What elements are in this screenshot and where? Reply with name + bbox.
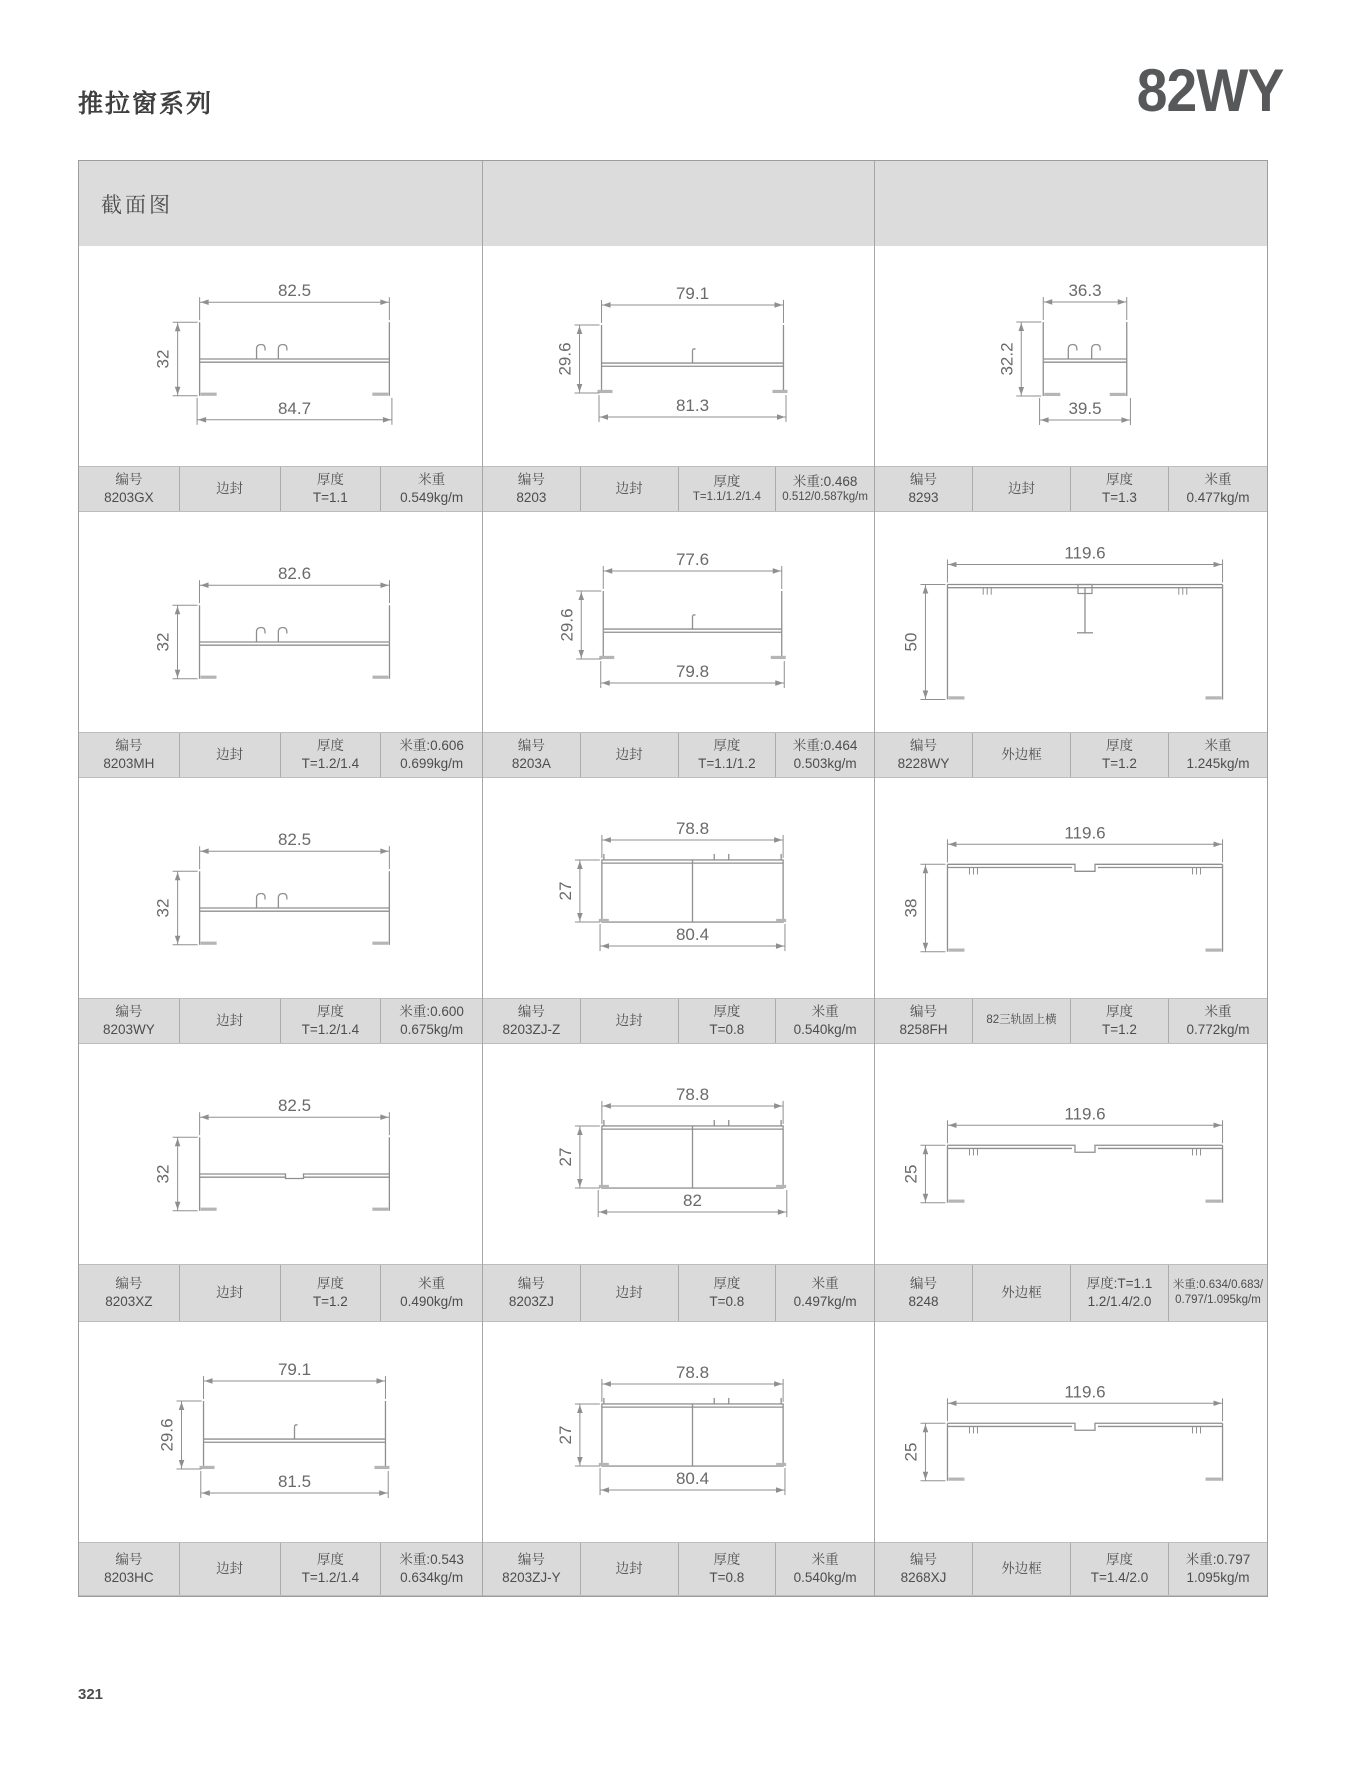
info-thickness-text: 1.2/1.4/2.0 bbox=[1087, 1294, 1152, 1309]
info-part-no-text: 8203MH bbox=[103, 756, 155, 771]
profile-info-strip bbox=[875, 1264, 1267, 1322]
dim-side-label: 50 bbox=[901, 632, 921, 652]
info-role bbox=[973, 1265, 1071, 1321]
dim-bottom-label: 79.8 bbox=[675, 662, 710, 682]
profile-cell-8203XZ bbox=[79, 1044, 483, 1322]
profile-info-strip bbox=[79, 1264, 482, 1322]
dim-bottom-label: 81.3 bbox=[675, 396, 710, 416]
info-part-no bbox=[875, 999, 973, 1043]
page-number: 321 bbox=[78, 1686, 104, 1703]
profile-info-strip bbox=[875, 998, 1267, 1044]
info-part-no-text: 编号 bbox=[115, 1276, 143, 1292]
info-thickness bbox=[281, 467, 382, 511]
profile-cell-8203ZJ-Y bbox=[483, 1322, 875, 1596]
cross-section-drawing bbox=[875, 1322, 1267, 1542]
info-thickness-text: T=1.2 bbox=[1102, 756, 1137, 771]
info-thickness-text: 厚度 bbox=[316, 738, 344, 754]
info-role bbox=[180, 467, 281, 511]
profile-cell-8203 bbox=[483, 246, 875, 512]
info-weight-text: 米重 bbox=[1204, 472, 1232, 488]
profile-grid bbox=[79, 246, 1267, 1596]
profile-info-strip bbox=[875, 466, 1267, 512]
info-thickness-text: 厚度 bbox=[713, 1276, 741, 1292]
dim-top-label: 78.8 bbox=[675, 818, 710, 838]
info-weight-text: 0.512/0.587kg/m bbox=[782, 491, 868, 504]
info-weight-text: 米重:0.797 bbox=[1185, 1552, 1251, 1568]
info-part-no-text: 8203ZJ-Z bbox=[502, 1022, 561, 1037]
info-role bbox=[973, 467, 1071, 511]
cross-section-svg bbox=[875, 246, 1267, 466]
info-part-no-text: 编号 bbox=[517, 1552, 545, 1568]
dim-side-label: 27 bbox=[555, 1147, 575, 1167]
info-weight-text: 米重:0.606 bbox=[399, 738, 464, 754]
info-weight-text: 米重:0.468 bbox=[792, 473, 858, 489]
cross-section-svg bbox=[483, 512, 874, 732]
info-part-no-text: 8203 bbox=[516, 490, 547, 505]
profile-table bbox=[78, 160, 1268, 1597]
dim-top-label: 119.6 bbox=[1064, 1382, 1106, 1402]
info-weight-text: 米重 bbox=[418, 472, 446, 488]
profile-cell-8258FH bbox=[875, 778, 1267, 1044]
info-part-no bbox=[483, 999, 581, 1043]
profile-info-strip bbox=[79, 998, 482, 1044]
info-part-no-text: 编号 bbox=[115, 1552, 143, 1568]
info-part-no-text: 8203XZ bbox=[105, 1294, 153, 1309]
profile-info-strip bbox=[483, 732, 874, 778]
info-role-text: 边封 bbox=[216, 1561, 244, 1577]
info-thickness bbox=[281, 999, 382, 1043]
info-thickness bbox=[1071, 467, 1169, 511]
info-part-no-text: 8203ZJ bbox=[508, 1294, 554, 1309]
dim-side-label: 32 bbox=[153, 349, 173, 369]
info-role bbox=[180, 733, 281, 777]
info-thickness-text: 厚度 bbox=[1106, 1004, 1133, 1020]
profile-cell-8203ZJ-Z bbox=[483, 778, 875, 1044]
info-role bbox=[180, 999, 281, 1043]
info-thickness-text: T=0.8 bbox=[709, 1022, 745, 1037]
cross-section-drawing bbox=[875, 512, 1267, 732]
info-part-no bbox=[483, 467, 581, 511]
section-header-cell-1 bbox=[79, 161, 483, 246]
dim-top-label: 82.6 bbox=[277, 564, 312, 584]
dim-side-label: 32.2 bbox=[997, 342, 1017, 376]
info-part-no bbox=[483, 1265, 581, 1321]
dim-top-label: 119.6 bbox=[1064, 1104, 1106, 1124]
cross-section-drawing bbox=[875, 246, 1267, 466]
profile-info-strip bbox=[875, 1542, 1267, 1596]
dim-side-label: 29.6 bbox=[157, 1418, 177, 1452]
cross-section-drawing bbox=[79, 246, 482, 466]
cross-section-drawing bbox=[875, 778, 1267, 998]
info-weight bbox=[381, 1543, 482, 1595]
info-weight-text: 0.797/1.095kg/m bbox=[1175, 1294, 1261, 1306]
info-weight-text: 0.772kg/m bbox=[1186, 1022, 1250, 1037]
cross-section-svg bbox=[79, 778, 482, 998]
profile-cell-8268XJ bbox=[875, 1322, 1267, 1596]
info-role-text: 外边框 bbox=[1001, 1561, 1042, 1577]
info-part-no-text: 编号 bbox=[517, 738, 545, 754]
info-part-no bbox=[79, 999, 180, 1043]
info-thickness bbox=[281, 733, 382, 777]
info-part-no-text: 8258FH bbox=[899, 1022, 948, 1037]
info-weight bbox=[776, 733, 874, 777]
info-part-no bbox=[483, 733, 581, 777]
dim-bottom-label: 82 bbox=[683, 1191, 702, 1211]
info-weight-text: 0.503kg/m bbox=[793, 756, 857, 771]
dim-bottom-label: 39.5 bbox=[1068, 399, 1102, 419]
dim-side-label: 32 bbox=[153, 1164, 173, 1184]
cross-section-drawing bbox=[483, 778, 874, 998]
profile-cell-8203GX bbox=[79, 246, 483, 512]
dim-top-label: 77.6 bbox=[675, 549, 710, 569]
cross-section-drawing bbox=[483, 1044, 874, 1264]
cross-section-svg bbox=[875, 1044, 1267, 1264]
profile-cell-8203WY bbox=[79, 778, 483, 1044]
cross-section-drawing bbox=[875, 1044, 1267, 1264]
info-role bbox=[581, 1265, 679, 1321]
cross-section-svg bbox=[483, 1044, 874, 1264]
info-weight-text: 米重 bbox=[811, 1276, 839, 1292]
info-thickness-text: 厚度 bbox=[316, 472, 344, 488]
info-part-no-text: 8248 bbox=[908, 1294, 939, 1309]
dim-side-label: 27 bbox=[555, 881, 575, 901]
section-header-cell-3 bbox=[875, 161, 1267, 246]
dim-side-label: 32 bbox=[153, 898, 173, 918]
dim-bottom-label: 80.4 bbox=[675, 1469, 710, 1489]
dim-top-label: 36.3 bbox=[1068, 280, 1102, 300]
profile-info-strip bbox=[483, 466, 874, 512]
profile-cell-8203A bbox=[483, 512, 875, 778]
info-role-text: 边封 bbox=[216, 1013, 244, 1029]
info-thickness bbox=[281, 1543, 382, 1595]
info-thickness-text: T=0.8 bbox=[709, 1570, 745, 1585]
info-thickness-text: T=1.2/1.4 bbox=[301, 1570, 360, 1585]
info-weight-text: 米重:0.634/0.683/ bbox=[1172, 1278, 1264, 1291]
info-role-text: 外边框 bbox=[1001, 1285, 1042, 1301]
dim-side-label: 25 bbox=[901, 1164, 921, 1184]
dim-side-label: 29.6 bbox=[555, 342, 575, 376]
cross-section-svg bbox=[483, 246, 874, 466]
profile-info-strip bbox=[79, 466, 482, 512]
info-thickness-text: 厚度 bbox=[1106, 472, 1133, 488]
info-role-text: 边封 bbox=[216, 481, 244, 497]
info-thickness-text: T=0.8 bbox=[709, 1294, 745, 1309]
cross-section-svg bbox=[483, 1322, 874, 1542]
cross-section-drawing bbox=[483, 512, 874, 732]
info-part-no-text: 8203ZJ-Y bbox=[502, 1570, 561, 1585]
info-thickness-text: 厚度:T=1.1 bbox=[1086, 1276, 1153, 1292]
info-weight-text: 0.490kg/m bbox=[400, 1294, 464, 1309]
cross-section-drawing bbox=[483, 246, 874, 466]
info-part-no-text: 编号 bbox=[115, 1004, 143, 1020]
info-weight-text: 0.540kg/m bbox=[793, 1570, 857, 1585]
info-thickness bbox=[1071, 999, 1169, 1043]
info-role-text: 边封 bbox=[1008, 481, 1035, 497]
info-weight-text: 米重:0.464 bbox=[792, 738, 858, 754]
info-thickness-text: T=1.1 bbox=[312, 490, 348, 505]
dim-side-label: 27 bbox=[555, 1425, 575, 1445]
info-role-text: 边封 bbox=[216, 747, 244, 763]
info-part-no-text: 编号 bbox=[115, 472, 143, 488]
dim-top-label: 78.8 bbox=[675, 1362, 710, 1382]
model-code: 82WY bbox=[1136, 57, 1283, 124]
info-weight-text: 米重:0.600 bbox=[399, 1004, 464, 1020]
cross-section-svg bbox=[79, 1044, 482, 1264]
info-weight bbox=[1169, 467, 1267, 511]
info-thickness-text: T=1.3 bbox=[1102, 490, 1137, 505]
info-weight-text: 0.549kg/m bbox=[400, 490, 464, 505]
info-thickness-text: 厚度 bbox=[316, 1276, 344, 1292]
info-role-text: 边封 bbox=[216, 1285, 244, 1301]
dim-bottom-label: 80.4 bbox=[675, 925, 710, 945]
profile-cell-8293 bbox=[875, 246, 1267, 512]
info-role bbox=[180, 1265, 281, 1321]
info-role bbox=[581, 467, 679, 511]
info-thickness-text: T=1.2/1.4 bbox=[301, 756, 360, 771]
info-thickness-text: 厚度 bbox=[1106, 738, 1133, 754]
info-role bbox=[581, 999, 679, 1043]
info-thickness-text: 厚度 bbox=[1106, 1552, 1133, 1568]
info-role-text: 边封 bbox=[615, 481, 643, 497]
cross-section-drawing bbox=[483, 1322, 874, 1542]
info-part-no-text: 编号 bbox=[910, 1004, 937, 1020]
info-weight bbox=[381, 999, 482, 1043]
info-role bbox=[973, 999, 1071, 1043]
dim-top-label: 82.5 bbox=[277, 281, 312, 301]
info-role bbox=[180, 1543, 281, 1595]
info-part-no bbox=[875, 1265, 973, 1321]
info-part-no-text: 编号 bbox=[115, 738, 143, 754]
info-weight bbox=[776, 999, 874, 1043]
info-thickness bbox=[1071, 733, 1169, 777]
info-thickness bbox=[1071, 1265, 1169, 1321]
info-weight-text: 0.634kg/m bbox=[400, 1570, 464, 1585]
section-header-label: 截面图 bbox=[101, 193, 173, 217]
dim-top-label: 82.5 bbox=[277, 1096, 312, 1116]
profile-info-strip bbox=[483, 1542, 874, 1596]
info-thickness-text: 厚度 bbox=[713, 738, 741, 754]
info-thickness bbox=[281, 1265, 382, 1321]
info-role-text: 边封 bbox=[615, 747, 643, 763]
info-thickness-text: T=1.2 bbox=[312, 1294, 348, 1309]
series-title: 推拉窗系列 bbox=[78, 90, 214, 118]
info-weight bbox=[381, 733, 482, 777]
cross-section-svg bbox=[875, 512, 1267, 732]
info-part-no bbox=[875, 467, 973, 511]
dim-side-label: 38 bbox=[901, 898, 921, 918]
info-role-text: 边封 bbox=[615, 1013, 643, 1029]
profile-cell-8203HC bbox=[79, 1322, 483, 1596]
info-role bbox=[973, 1543, 1071, 1595]
info-weight-text: 米重 bbox=[811, 1552, 839, 1568]
info-part-no-text: 编号 bbox=[517, 472, 545, 488]
info-part-no-text: 编号 bbox=[910, 1552, 937, 1568]
dim-bottom-label: 81.5 bbox=[277, 1472, 312, 1492]
info-thickness bbox=[679, 1265, 777, 1321]
info-part-no-text: 8203WY bbox=[102, 1022, 155, 1037]
info-thickness-text: 厚度 bbox=[713, 1552, 741, 1568]
info-thickness-text: T=1.1/1.2 bbox=[698, 756, 756, 771]
info-weight-text: 0.477kg/m bbox=[1186, 490, 1250, 505]
info-thickness-text: T=1.4/2.0 bbox=[1090, 1570, 1149, 1585]
info-weight-text: 0.540kg/m bbox=[793, 1022, 857, 1037]
info-part-no-text: 编号 bbox=[910, 1276, 937, 1292]
cross-section-svg bbox=[79, 246, 482, 466]
cross-section-svg bbox=[875, 778, 1267, 998]
info-weight bbox=[1169, 1265, 1267, 1321]
dim-top-label: 79.1 bbox=[675, 283, 710, 303]
info-weight bbox=[381, 1265, 482, 1321]
info-role bbox=[581, 733, 679, 777]
info-part-no-text: 8293 bbox=[908, 490, 939, 505]
info-role-text: 外边框 bbox=[1001, 747, 1042, 763]
info-thickness-text: T=1.1/1.2/1.4 bbox=[692, 491, 761, 504]
info-thickness bbox=[679, 733, 777, 777]
dim-bottom-label: 84.7 bbox=[277, 398, 312, 418]
cross-section-drawing bbox=[79, 1322, 482, 1542]
info-weight-text: 0.675kg/m bbox=[400, 1022, 464, 1037]
info-weight-text: 1.095kg/m bbox=[1186, 1570, 1250, 1585]
cross-section-drawing bbox=[79, 778, 482, 998]
info-weight-text: 米重 bbox=[418, 1276, 446, 1292]
info-thickness-text: 厚度 bbox=[316, 1552, 344, 1568]
profile-cell-8203ZJ bbox=[483, 1044, 875, 1322]
profile-cell-8203MH bbox=[79, 512, 483, 778]
info-weight-text: 1.245kg/m bbox=[1186, 756, 1250, 771]
info-thickness-text: T=1.2 bbox=[1102, 1022, 1137, 1037]
info-thickness-text: 厚度 bbox=[713, 1004, 741, 1020]
profile-info-strip bbox=[79, 732, 482, 778]
profile-cell-8228WY bbox=[875, 512, 1267, 778]
info-part-no bbox=[875, 733, 973, 777]
info-role-text: 82三轨固上横 bbox=[986, 1014, 1057, 1027]
dim-top-label: 119.6 bbox=[1064, 823, 1106, 843]
info-part-no-text: 8228WY bbox=[897, 756, 950, 771]
info-weight bbox=[776, 467, 874, 511]
info-part-no-text: 8203A bbox=[511, 756, 551, 771]
info-part-no-text: 编号 bbox=[517, 1004, 545, 1020]
profile-info-strip bbox=[483, 998, 874, 1044]
profile-info-strip bbox=[483, 1264, 874, 1322]
info-weight-text: 米重 bbox=[1204, 1004, 1232, 1020]
info-weight-text: 0.497kg/m bbox=[793, 1294, 857, 1309]
profile-info-strip bbox=[875, 732, 1267, 778]
info-part-no-text: 编号 bbox=[517, 1276, 545, 1292]
info-part-no-text: 8203HC bbox=[104, 1570, 154, 1585]
cross-section-drawing bbox=[79, 1044, 482, 1264]
info-part-no bbox=[79, 467, 180, 511]
info-thickness bbox=[679, 999, 777, 1043]
cross-section-drawing bbox=[79, 512, 482, 732]
dim-side-label: 25 bbox=[901, 1442, 921, 1462]
info-part-no-text: 编号 bbox=[910, 472, 937, 488]
info-weight bbox=[1169, 999, 1267, 1043]
info-thickness bbox=[679, 467, 777, 511]
profile-info-strip bbox=[79, 1542, 482, 1596]
info-thickness-text: 厚度 bbox=[316, 1004, 344, 1020]
dim-top-label: 78.8 bbox=[675, 1084, 710, 1104]
info-weight bbox=[1169, 1543, 1267, 1595]
info-weight-text: 0.699kg/m bbox=[400, 756, 464, 771]
dim-side-label: 29.6 bbox=[557, 608, 577, 642]
info-weight bbox=[381, 467, 482, 511]
cross-section-svg bbox=[79, 1322, 482, 1542]
info-role-text: 边封 bbox=[615, 1285, 643, 1301]
cross-section-svg bbox=[483, 778, 874, 998]
info-part-no bbox=[79, 1543, 180, 1595]
info-thickness-text: T=1.2/1.4 bbox=[301, 1022, 360, 1037]
info-part-no bbox=[483, 1543, 581, 1595]
section-header-row bbox=[79, 161, 1267, 246]
info-role-text: 边封 bbox=[615, 1561, 643, 1577]
cross-section-svg bbox=[79, 512, 482, 732]
info-part-no bbox=[79, 1265, 180, 1321]
info-role bbox=[973, 733, 1071, 777]
info-thickness bbox=[679, 1543, 777, 1595]
info-weight bbox=[776, 1543, 874, 1595]
info-part-no-text: 编号 bbox=[910, 738, 937, 754]
info-part-no bbox=[79, 733, 180, 777]
info-weight-text: 米重 bbox=[1204, 738, 1232, 754]
info-thickness-text: 厚度 bbox=[713, 473, 741, 489]
info-weight-text: 米重:0.543 bbox=[399, 1552, 464, 1568]
section-header-cell-2 bbox=[483, 161, 875, 246]
dim-top-label: 82.5 bbox=[277, 830, 312, 850]
info-weight-text: 米重 bbox=[811, 1004, 839, 1020]
info-part-no-text: 8203GX bbox=[104, 490, 154, 505]
info-part-no-text: 8268XJ bbox=[900, 1570, 947, 1585]
info-weight bbox=[776, 1265, 874, 1321]
profile-cell-8248 bbox=[875, 1044, 1267, 1322]
info-part-no bbox=[875, 1543, 973, 1595]
dim-top-label: 119.6 bbox=[1064, 543, 1106, 563]
info-thickness bbox=[1071, 1543, 1169, 1595]
dim-top-label: 79.1 bbox=[277, 1359, 312, 1379]
info-role bbox=[581, 1543, 679, 1595]
cross-section-svg bbox=[875, 1322, 1267, 1542]
info-weight bbox=[1169, 733, 1267, 777]
dim-side-label: 32 bbox=[153, 632, 173, 652]
